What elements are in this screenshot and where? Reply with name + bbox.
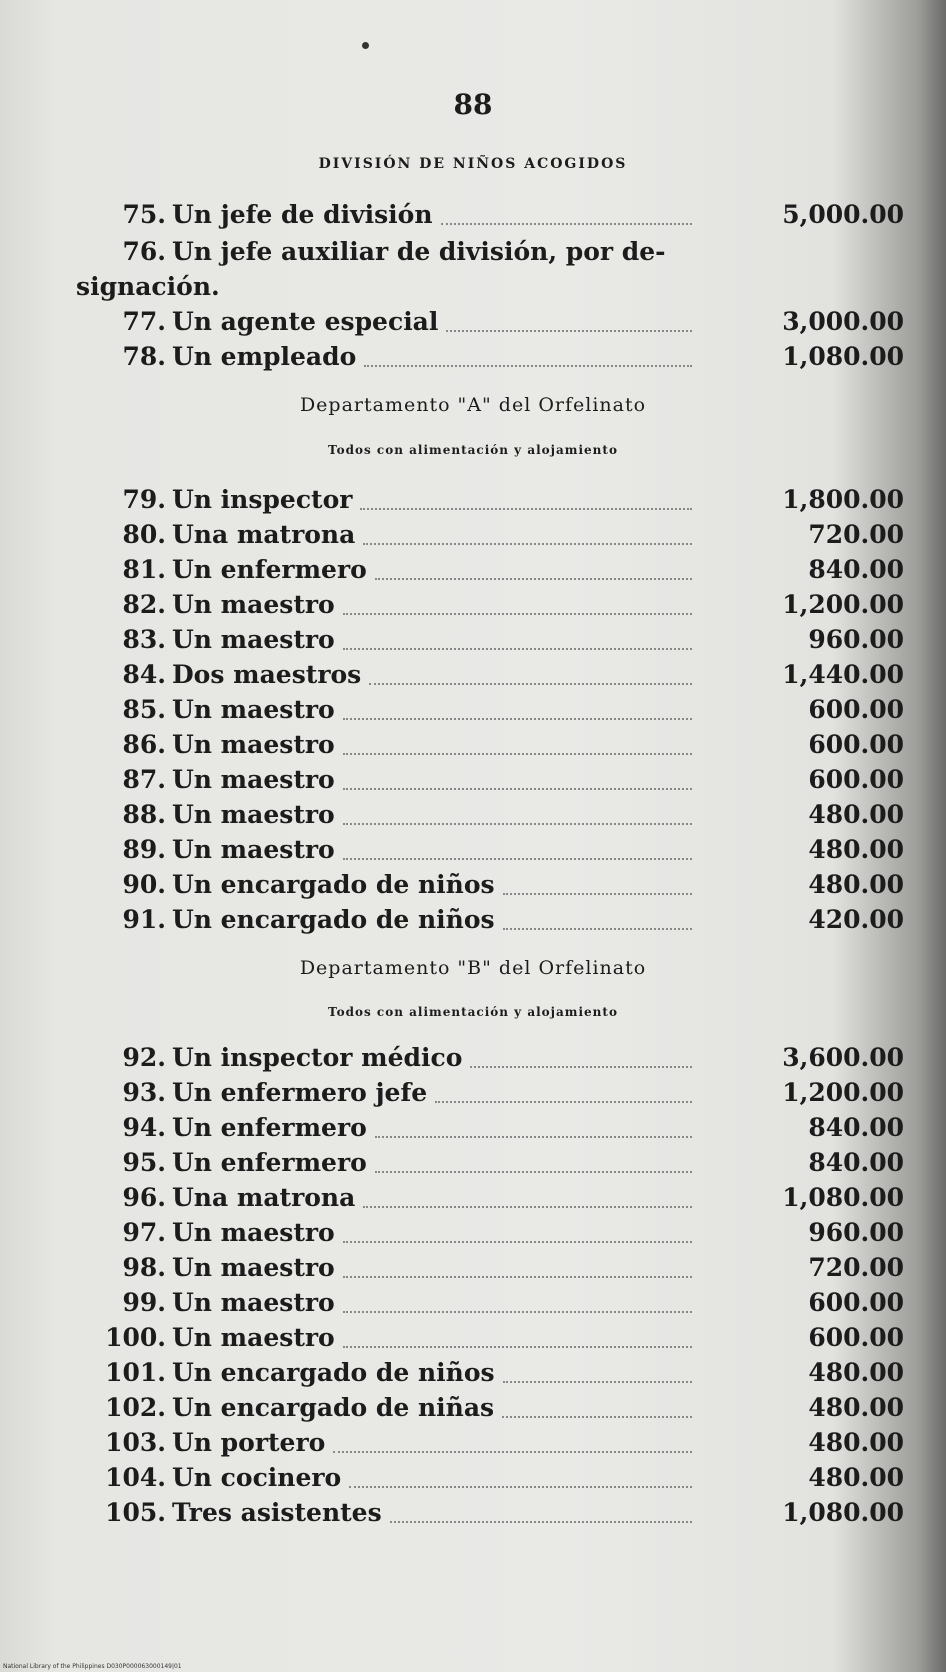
entry-row bbox=[0, 483, 946, 517]
entry-number: 77. bbox=[122, 307, 166, 336]
entry-description bbox=[172, 483, 692, 517]
entry-number: 91. bbox=[122, 905, 166, 934]
dot-leader bbox=[390, 1519, 692, 1523]
entry-amount: 720.00 bbox=[808, 1253, 904, 1282]
dot-leader bbox=[363, 1204, 692, 1208]
entry-description bbox=[172, 1111, 692, 1145]
entry-amount: 1,440.00 bbox=[782, 660, 904, 689]
entry-amount: 3,000.00 bbox=[782, 307, 904, 336]
entry-description bbox=[172, 553, 692, 587]
entry-number: 83. bbox=[122, 625, 166, 654]
dot-leader bbox=[360, 506, 692, 510]
entry-amount: 960.00 bbox=[808, 1218, 904, 1247]
entry-description-text: Un maestro bbox=[172, 590, 335, 619]
entry-number: 90. bbox=[122, 870, 166, 899]
entry-number: 81. bbox=[122, 555, 166, 584]
entry-description bbox=[172, 1496, 692, 1530]
dot-leader bbox=[343, 751, 692, 755]
entry-row bbox=[0, 658, 946, 692]
entry-number: 89. bbox=[122, 835, 166, 864]
entry-description-text: Un enfermero jefe bbox=[172, 1078, 428, 1107]
entry-description-text: Un inspector bbox=[172, 485, 353, 514]
entry-description bbox=[172, 693, 692, 727]
entry-number: 95. bbox=[122, 1148, 166, 1177]
entry-row bbox=[0, 1041, 946, 1075]
entry-number: 76. bbox=[122, 237, 166, 266]
entry-row bbox=[0, 1461, 946, 1495]
dot-leader bbox=[343, 856, 692, 860]
entry-row bbox=[0, 1111, 946, 1145]
entry-amount: 840.00 bbox=[808, 1113, 904, 1142]
entry-number: 102. bbox=[105, 1393, 166, 1422]
entry-description-text: Un enfermero bbox=[172, 1148, 367, 1177]
division-title: DIVISIÓN DE NIÑOS ACOGIDOS bbox=[318, 156, 628, 172]
entry-description bbox=[172, 623, 692, 657]
entry-description-text: Un encargado de niños bbox=[172, 905, 495, 934]
dot-leader bbox=[343, 716, 692, 720]
dot-leader bbox=[343, 786, 692, 790]
entry-description bbox=[172, 340, 692, 374]
entry-number: 101. bbox=[105, 1358, 166, 1387]
entry-description bbox=[172, 518, 692, 552]
dot-leader bbox=[503, 891, 692, 895]
entry-number: 97. bbox=[122, 1218, 166, 1247]
dot-leader bbox=[343, 821, 692, 825]
entry-number: 99. bbox=[122, 1288, 166, 1317]
department-a-title: Departamento "A" del Orfelinato bbox=[299, 394, 647, 416]
entry-amount: 840.00 bbox=[808, 555, 904, 584]
entry-number: 80. bbox=[122, 520, 166, 549]
entry-amount: 3,600.00 bbox=[782, 1043, 904, 1072]
entry-row bbox=[0, 903, 946, 937]
entry-description bbox=[172, 588, 692, 622]
entry-row bbox=[0, 1496, 946, 1530]
entry-description bbox=[172, 868, 692, 902]
entry-description bbox=[172, 305, 692, 339]
entry-row bbox=[0, 763, 946, 797]
entry-number: 85. bbox=[122, 695, 166, 724]
entry-amount: 480.00 bbox=[808, 1428, 904, 1457]
entry-description-text: Un maestro bbox=[172, 765, 335, 794]
entry-description bbox=[172, 798, 692, 832]
entry-number: 78. bbox=[122, 342, 166, 371]
entry-amount: 480.00 bbox=[808, 1463, 904, 1492]
entry-row bbox=[0, 1391, 946, 1425]
dot-leader bbox=[364, 363, 692, 367]
entry-amount: 720.00 bbox=[808, 520, 904, 549]
entry-description bbox=[172, 763, 692, 797]
dot-leader bbox=[441, 221, 692, 225]
entry-amount: 1,800.00 bbox=[782, 485, 904, 514]
dot-leader bbox=[503, 926, 692, 930]
entry-description bbox=[172, 1076, 692, 1110]
entry-78 bbox=[0, 340, 946, 374]
entry-description-text: Un maestro bbox=[172, 1288, 335, 1317]
dot-leader bbox=[446, 328, 692, 332]
entry-76 bbox=[0, 235, 946, 269]
dot-leader bbox=[470, 1064, 692, 1068]
entry-description bbox=[172, 833, 692, 867]
dot-leader bbox=[343, 646, 692, 650]
entry-description bbox=[172, 1041, 692, 1075]
ink-speck bbox=[362, 42, 369, 49]
entry-description bbox=[172, 658, 692, 692]
entry-description-text: Una matrona bbox=[172, 1183, 356, 1212]
entry-description-text: Un encargado de niños bbox=[172, 870, 495, 899]
entry-number: 79. bbox=[122, 485, 166, 514]
entry-number: 96. bbox=[122, 1183, 166, 1212]
entry-description-text: Un maestro bbox=[172, 695, 335, 724]
entry-description bbox=[172, 1461, 692, 1495]
entry-amount: 1,200.00 bbox=[782, 1078, 904, 1107]
entry-amount: 600.00 bbox=[808, 1323, 904, 1352]
entry-number: 98. bbox=[122, 1253, 166, 1282]
entry-description-text: Una matrona bbox=[172, 520, 356, 549]
dot-leader bbox=[369, 681, 692, 685]
entry-amount: 1,080.00 bbox=[782, 342, 904, 371]
entry-row bbox=[0, 1181, 946, 1215]
entry-description-text: Tres asistentes bbox=[172, 1498, 382, 1527]
entry-row bbox=[0, 1076, 946, 1110]
entry-description-text: Un maestro bbox=[172, 1218, 335, 1247]
dot-leader bbox=[343, 1344, 692, 1348]
dot-leader bbox=[349, 1484, 692, 1488]
entry-row bbox=[0, 1426, 946, 1460]
department-b-title: Departamento "B" del Orfelinato bbox=[299, 957, 647, 979]
entry-description-text: Un maestro bbox=[172, 1323, 335, 1352]
dot-leader bbox=[502, 1414, 692, 1418]
entry-amount: 1,080.00 bbox=[782, 1498, 904, 1527]
entry-row bbox=[0, 1286, 946, 1320]
entry-row bbox=[0, 553, 946, 587]
entry-description: Un jefe auxiliar de división, por de- bbox=[172, 237, 666, 266]
dot-leader bbox=[343, 1274, 692, 1278]
entry-amount: 600.00 bbox=[808, 730, 904, 759]
entry-description-text: Un enfermero bbox=[172, 1113, 367, 1142]
footer-credit: National Library of the Philippines D030P000063000149|01 bbox=[3, 1663, 182, 1670]
entry-number: 94. bbox=[122, 1113, 166, 1142]
entry-description bbox=[172, 1146, 692, 1180]
entry-description-text: Un maestro bbox=[172, 800, 335, 829]
entry-description-text: Un cocinero bbox=[172, 1463, 342, 1492]
entry-description bbox=[172, 1251, 692, 1285]
entry-description-text: Un agente especial bbox=[172, 307, 439, 336]
dot-leader bbox=[375, 1169, 692, 1173]
dot-leader bbox=[435, 1099, 692, 1103]
entry-row bbox=[0, 588, 946, 622]
entry-description bbox=[172, 1216, 692, 1250]
entry-number: 100. bbox=[105, 1323, 166, 1352]
entry-description bbox=[172, 903, 692, 937]
entry-row bbox=[0, 798, 946, 832]
entry-description-text: Un maestro bbox=[172, 1253, 335, 1282]
entry-description-text: Un encargado de niñas bbox=[172, 1393, 495, 1422]
entry-amount: 5,000.00 bbox=[782, 200, 904, 229]
entry-description-text: Un maestro bbox=[172, 730, 335, 759]
entry-description-text: Un enfermero bbox=[172, 555, 367, 584]
dot-leader bbox=[343, 1239, 692, 1243]
entry-amount: 600.00 bbox=[808, 695, 904, 724]
entry-row bbox=[0, 1146, 946, 1180]
entry-description-text: Un maestro bbox=[172, 835, 335, 864]
dot-leader bbox=[503, 1379, 692, 1383]
entry-amount: 480.00 bbox=[808, 870, 904, 899]
entry-description-text: Un encargado de niños bbox=[172, 1358, 495, 1387]
entry-75 bbox=[0, 198, 946, 232]
entry-number: 104. bbox=[105, 1463, 166, 1492]
entry-description-text: Dos maestros bbox=[172, 660, 362, 689]
entry-description-text: Un maestro bbox=[172, 625, 335, 654]
entry-number: 82. bbox=[122, 590, 166, 619]
entry-description bbox=[172, 1356, 692, 1390]
entry-number: 86. bbox=[122, 730, 166, 759]
entry-row bbox=[0, 1251, 946, 1285]
entry-description-text: Un jefe de división bbox=[172, 200, 433, 229]
department-a-subtitle: Todos con alimentación y alojamiento bbox=[328, 443, 618, 457]
entry-description bbox=[172, 198, 692, 232]
department-b-subtitle: Todos con alimentación y alojamiento bbox=[328, 1005, 618, 1019]
entry-amount: 840.00 bbox=[808, 1148, 904, 1177]
dot-leader bbox=[375, 576, 692, 580]
entry-amount: 480.00 bbox=[808, 1393, 904, 1422]
page-number: 88 bbox=[453, 88, 493, 121]
entry-amount: 480.00 bbox=[808, 835, 904, 864]
dot-leader bbox=[333, 1449, 692, 1453]
entry-amount: 600.00 bbox=[808, 1288, 904, 1317]
entry-number: 93. bbox=[122, 1078, 166, 1107]
dot-leader bbox=[343, 1309, 692, 1313]
entry-number: 92. bbox=[122, 1043, 166, 1072]
entry-description bbox=[172, 1286, 692, 1320]
entry-row bbox=[0, 693, 946, 727]
entry-description bbox=[172, 728, 692, 762]
entry-row bbox=[0, 1321, 946, 1355]
entry-amount: 1,200.00 bbox=[782, 590, 904, 619]
entry-number: 88. bbox=[122, 800, 166, 829]
entry-description bbox=[172, 1426, 692, 1460]
entry-amount: 960.00 bbox=[808, 625, 904, 654]
entry-number: 103. bbox=[105, 1428, 166, 1457]
entry-description bbox=[172, 1391, 692, 1425]
entry-row bbox=[0, 1356, 946, 1390]
entry-row bbox=[0, 833, 946, 867]
entry-77 bbox=[0, 305, 946, 339]
entry-number: 87. bbox=[122, 765, 166, 794]
entry-amount: 600.00 bbox=[808, 765, 904, 794]
entry-row bbox=[0, 868, 946, 902]
entry-description bbox=[172, 1321, 692, 1355]
entry-amount: 480.00 bbox=[808, 800, 904, 829]
entry-amount: 480.00 bbox=[808, 1358, 904, 1387]
entry-description-text: Un inspector médico bbox=[172, 1043, 463, 1072]
entry-amount: 1,080.00 bbox=[782, 1183, 904, 1212]
entry-description-text: Un portero bbox=[172, 1428, 326, 1457]
entry-76-continuation: signación. bbox=[76, 272, 220, 301]
entry-row bbox=[0, 728, 946, 762]
entry-number: 75. bbox=[122, 200, 166, 229]
dot-leader bbox=[375, 1134, 692, 1138]
entry-row bbox=[0, 623, 946, 657]
entry-number: 105. bbox=[105, 1498, 166, 1527]
entry-row bbox=[0, 518, 946, 552]
dot-leader bbox=[363, 541, 692, 545]
entry-amount: 420.00 bbox=[808, 905, 904, 934]
entry-row bbox=[0, 1216, 946, 1250]
entry-description-text: Un empleado bbox=[172, 342, 357, 371]
entry-description bbox=[172, 1181, 692, 1215]
dot-leader bbox=[343, 611, 692, 615]
entry-number: 84. bbox=[122, 660, 166, 689]
